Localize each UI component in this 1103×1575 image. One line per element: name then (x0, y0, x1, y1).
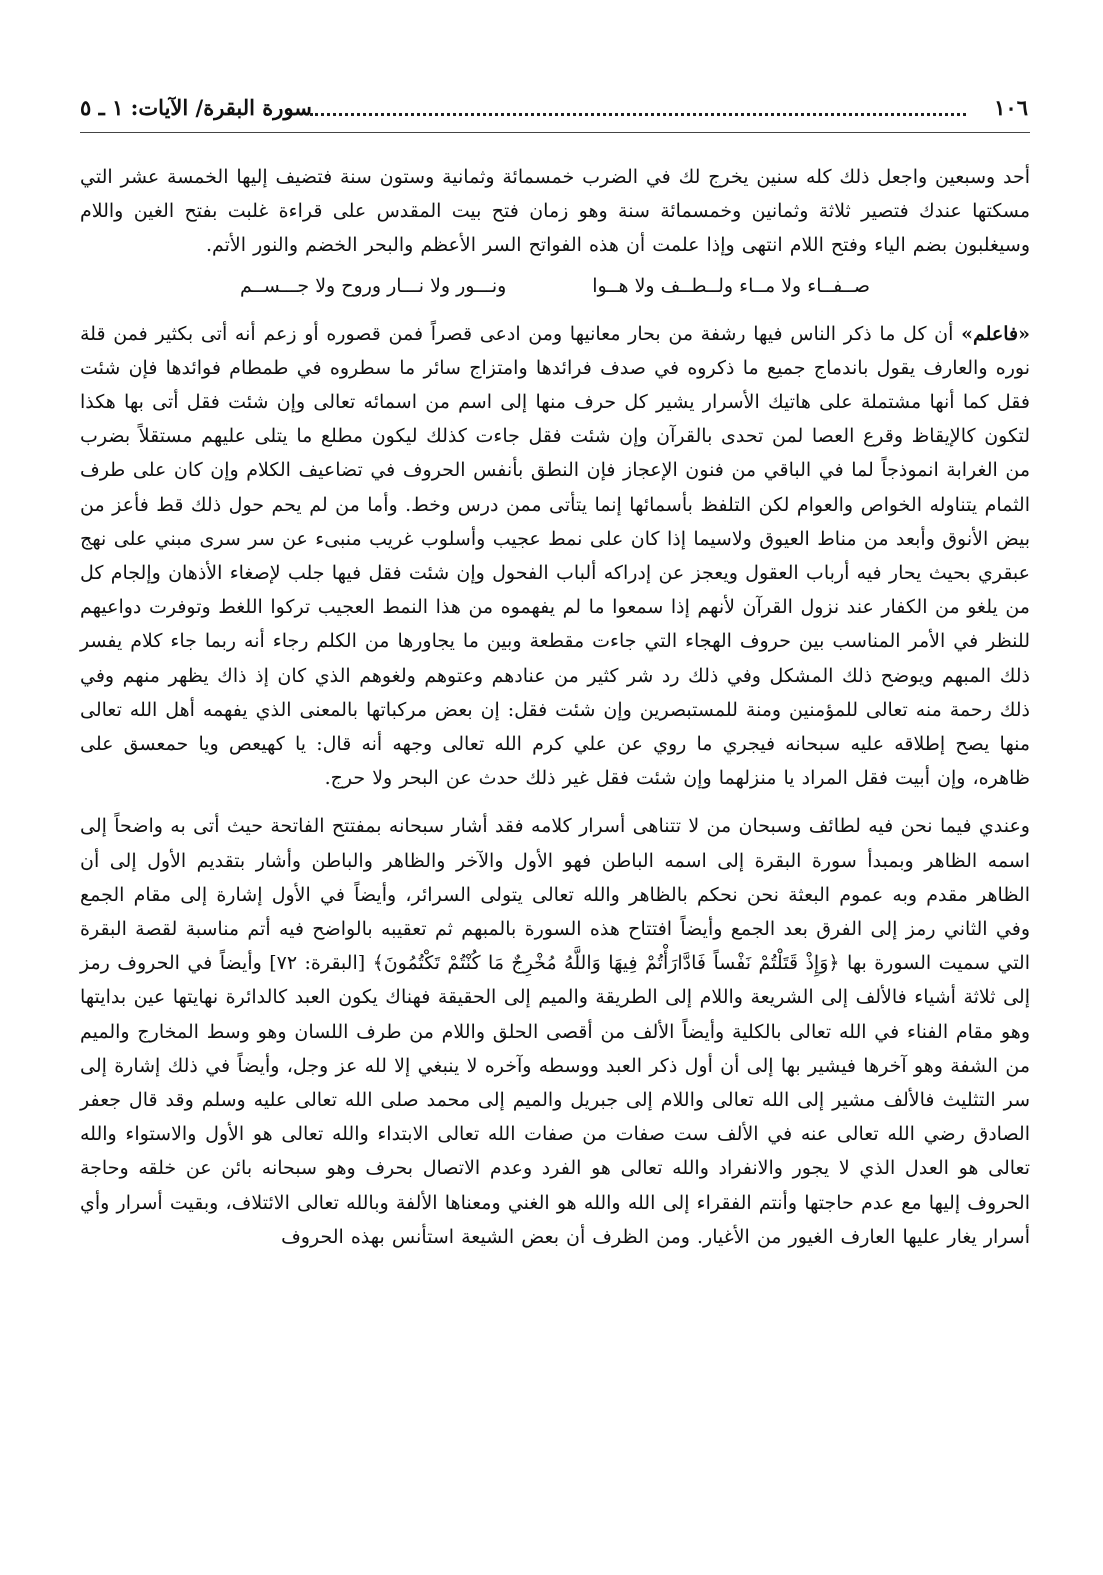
verse-first-hemistich: صــفــاء ولا مــاء ولــطــف ولا هــوا (592, 274, 870, 297)
verse-second-hemistich: ونـــور ولا نـــار وروح ولا جـــســم (240, 274, 507, 297)
paragraph-2-text: أن كل ما ذكر الناس فيها رشفة من بحار معانيها ومن ادعى قصراً فمن قصوره أو زعم أنه أتى بكثير فمن قلة نوره والعارف يقول باندماج جميع ما ذكروه في صدف فرائدها وامتزاج سائر ما سطروه في طمطام فوائدها فإن شئت فقل كما أنها مشتملة على هاتيك الأسرار يشير كل حرف منها إلى اسم من اسمائه تعالى وإن شئت فقل أتى بها هكذا لتكون كالإيقاظ وقرع العصا لمن تحدى بالقرآن وإن شئت فقل جاءت كذلك ليكون مطلع ما يتلى عليهم مستقلاً بضرب من الغرابة انموذجاً لما في الباقي من فنون الإعجاز فإن النطق بأنفس الحروف في تضاعيف الكلام وإن كان على طرف الثمام يتناوله الخواص والعوام لكن التلفظ بأسمائها إنما يتأتى ممن درس وخط. وأما من لم يحم حول ذلك قط فأعز من بيض الأنوق وأبعد من مناط العيوق ولاسيما إذا كان على نمط عجيب وأسلوب غريب منبىء عن سر سرى مبني على نهج عبقري بحيث يحار فيه أرباب العقول ويعجز عن إدراكه ألباب الفحول وإن شئت فقل فيها جلب لإصغاء الأذهان وإلجام كل من يلغو من الكفار عند نزول القرآن لأنهم إذا سمعوا ما لم يفهموه من هذا النمط العجيب تركوا اللغط وتوفرت دواعيهم للنظر في الأمر المناسب بين حروف الهجاء التي جاءت مقطعة وبين ما يجاورها من الكلم رجاء أنه ربما جاء كلام يفسر ذلك المبهم ويوضح ذلك المشكل وفي ذلك رد شر كثير من عنادهم وعتوهم ولغوهم الذي كان إذ ذاك يظهر منهم وفي ذلك رحمة منه تعالى للمؤمنين ومنة للمستبصرين وإن شئت فقل: إن بعض مركباتها بالمعنى الذي يفهمه أهل الله تعالى منها يصح إطلاقه عليه سبحانه فيجري ما روي عن علي كرم الله تعالى وجهه أنه قال: يا كهيعص ويا حمعسق على ظاهره، وإن أبيت فقل المراد يا منزلهما وإن شئت فقل غير ذلك حدث عن البحر ولا حرج. (80, 322, 1030, 790)
header-leader-dots (310, 113, 966, 116)
page-body (80, 160, 1030, 1254)
running-header (80, 95, 1028, 129)
paragraph-2-lead: «فاعلم» (961, 322, 1030, 345)
poem-verse (80, 271, 1030, 313)
header-rule (80, 132, 1030, 133)
page-number: ١٠٦ (994, 95, 1028, 120)
paragraph-2 (80, 317, 1030, 796)
paragraph-1: أحد وسبعين واجعل ذلك كله سنين يخرج لك في الضرب خمسمائة وثمانية وستون سنة فتضيف إليها الخمسة عشر التي مسكتها عندك فتصير ثلاثة وثمانين وخمسمائة سنة وهو زمان فتح بيت المقدس على قراءة غلبت بفتح الغين واللام وسيغلبون بضم الياء وفتح اللام انتهى وإذا علمت أن هذه الفواتح السر الأعظم والبحر الخضم والنور الأتم. (80, 166, 1030, 257)
paragraph-3: وعندي فيما نحن فيه لطائف وسبحان من لا تتناهى أسرار كلامه فقد أشار سبحانه بمفتتح الفاتحة حيث أتى به واضحاً إلى اسمه الظاهر وبمبدأ سورة البقرة إلى اسمه الباطن فهو الأول والآخر والظاهر والباطن وأشار بتقديم الأول إلى أن الظاهر مقدم وبه عموم البعثة نحن نحكم بالظاهر والله تعالى يتولى السرائر، وأيضاً في الأول إشارة إلى مقام الجمع وفي الثاني رمز إلى الفرق بعد الجمع وأيضاً افتتاح هذه السورة بالمبهم ثم تعقيبه بالواضح فيه أتم مناسبة لقصة البقرة التي سميت السورة بها ﴿وَإِذْ قَتَلْتُمْ نَفْساً فَادَّارَأْتُمْ فِيهَا وَاللَّهُ مُخْرِجٌ مَا كُنْتُمْ تَكْتُمُونَ﴾ [البقرة: ٧٢] وأيضاً في الحروف رمز إلى ثلاثة أشياء فالألف إلى الشريعة واللام إلى الطريقة والميم إلى الحقيقة فهناك يكون العبد كالدائرة نهايتها عين بدايتها وهو مقام الفناء في الله تعالى بالكلية وأيضاً الألف من أقصى الحلق واللام من طرف اللسان وهو وسط المخارج والميم من الشفة وهو آخرها فيشير بها إلى أن أول ذكر العبد ووسطه وآخره لا ينبغي إلا لله عز وجل، وأيضاً في ذلك إشارة إلى سر التثليث فالألف مشير إلى الله تعالى واللام إلى جبريل والميم إلى محمد صلى الله تعالى عليه وسلم وقد قال جعفر الصادق رضي الله تعالى عنه في الألف ست صفات من صفات الله تعالى الابتداء والله تعالى هو الأول والاستواء والله تعالى هو العدل الذي لا يجور والانفراد والله تعالى هو الفرد وعدم الاتصال بحرف وهو سبحانه بائن عن خلقه وحاجة الحروف إليها مع عدم حاجتها وأنتم الفقراء إلى الله والله هو الغني ومعناها الألفة وبالله تعالى الائتلاف، وبقيت أسرار وأي أسرار يغار عليها العارف الغيور من الأغيار. ومن الظرف أن بعض الشيعة استأنس بهذه الحروف (80, 815, 1030, 1248)
header-title: سورة البقرة/ الآيات: ١ ـ ٥ (80, 95, 312, 120)
